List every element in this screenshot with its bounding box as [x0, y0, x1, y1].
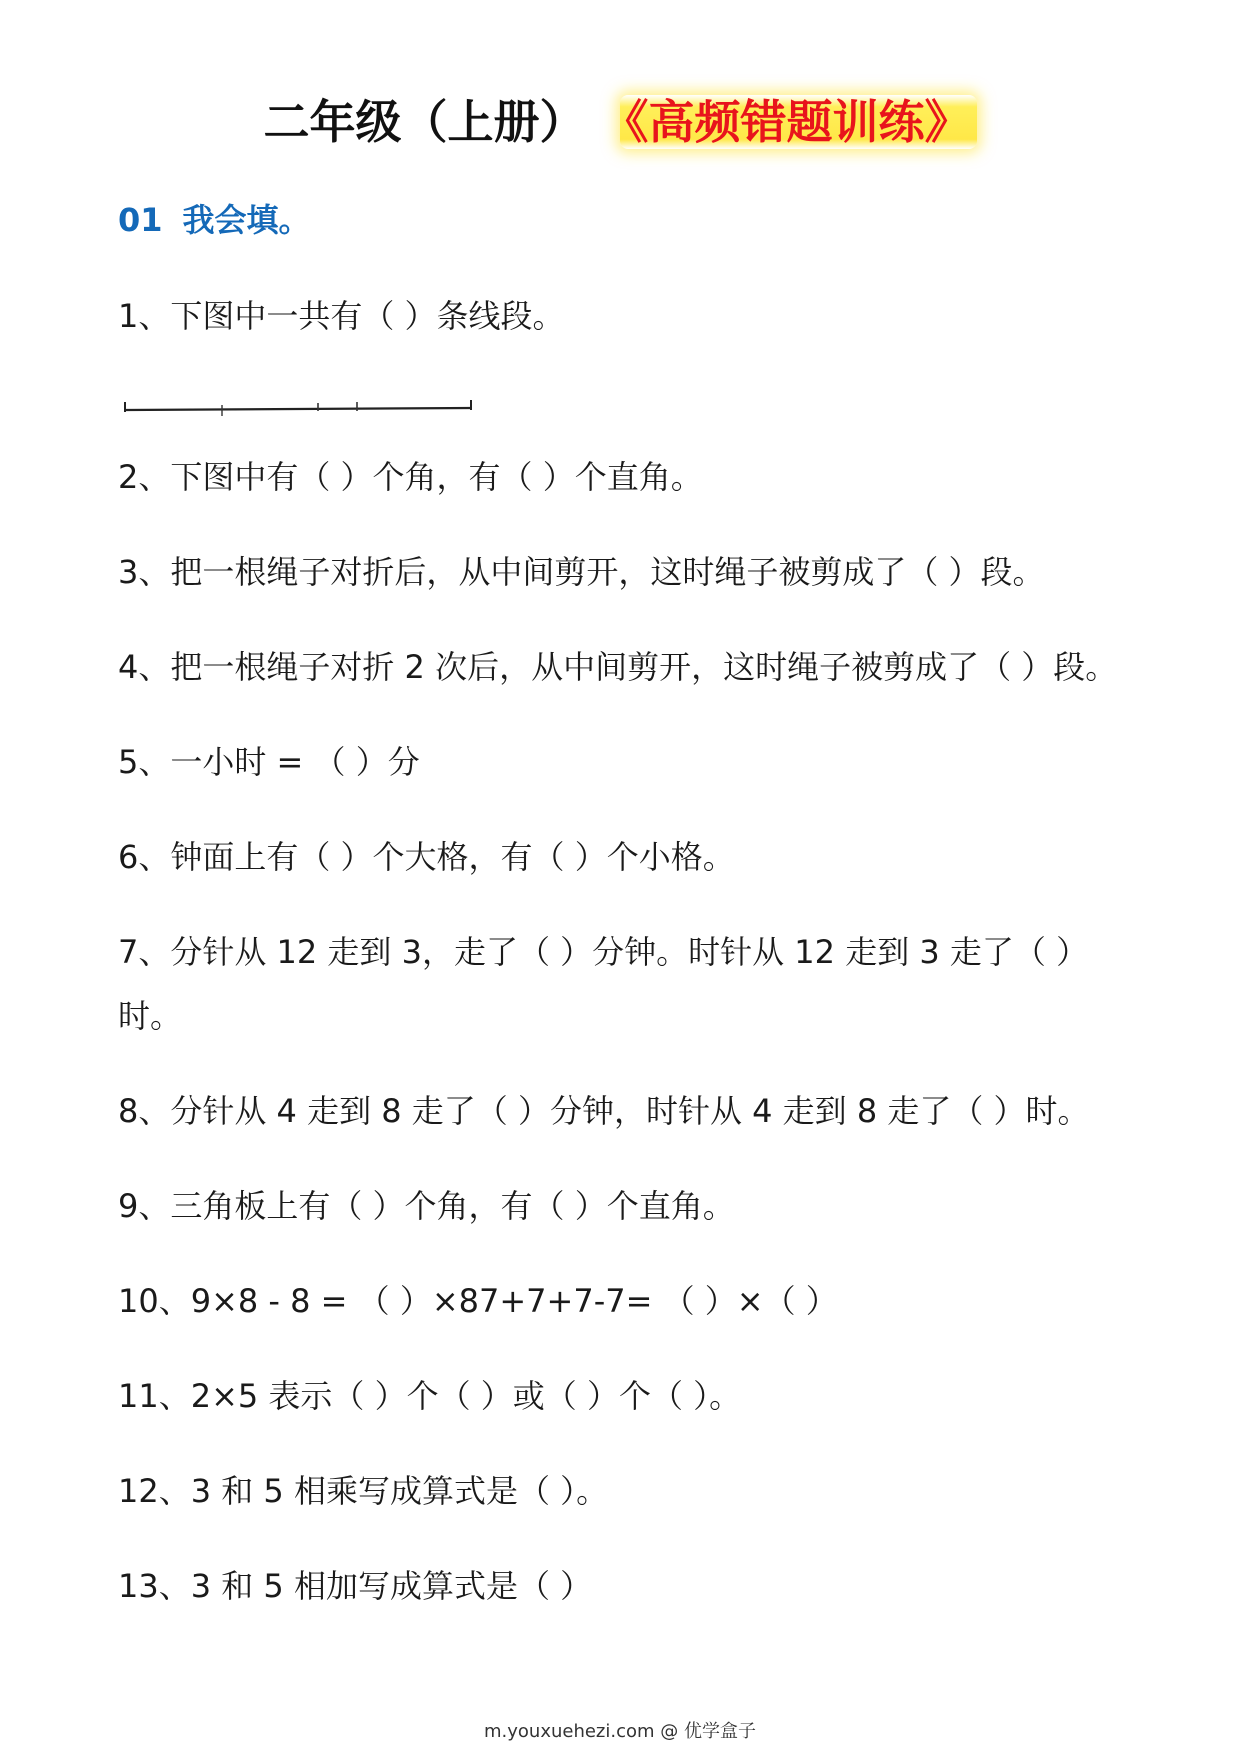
question-5: 5、一小时 = （ ）分 — [118, 743, 420, 781]
section-number: 01 — [118, 201, 163, 239]
question-12: 12、3 和 5 相乘写成算式是（ ）。 — [118, 1472, 609, 1510]
question-2: 2、下图中有（ ）个角，有（ ）个直角。 — [118, 458, 703, 496]
section-heading — [118, 198, 311, 242]
question-4: 4、把一根绳子对折 2 次后，从中间剪开，这时绳子被剪成了（ ）段。 — [118, 648, 1118, 686]
segment-line — [124, 408, 472, 410]
question-11: 11、2×5 表示（ ）个（ ）或（ ）个（ ）。 — [118, 1377, 742, 1415]
page-title — [0, 92, 1240, 152]
question-1: 1、下图中一共有（ ）条线段。 — [118, 297, 565, 335]
footer-watermark: m.youxuehezi.com @ 优学盒子 — [483, 1721, 756, 1742]
question-3: 3、把一根绳子对折后，从中间剪开，这时绳子被剪成了（ ）段。 — [118, 553, 1045, 591]
title-highlight: 《高频错题训练》 — [620, 95, 977, 149]
question-8: 8、分针从 4 走到 8 走了（ ）分钟，时针从 4 走到 8 走了（ ）时。 — [118, 1092, 1090, 1130]
question-6: 6、钟面上有（ ）个大格，有（ ）个小格。 — [118, 838, 735, 876]
section-label: 我会填。 — [182, 201, 311, 239]
question-13: 13、3 和 5 相加写成算式是（ ） — [118, 1567, 593, 1605]
question-7: 7、分针从 12 走到 3，走了（ ）分钟。时针从 12 走到 3 走了（ ）时。 — [118, 933, 1089, 1035]
line-segment-figure — [122, 396, 474, 418]
title-main: 二年级（上册） — [263, 95, 586, 149]
question-9: 9、三角板上有（ ）个角，有（ ）个直角。 — [118, 1187, 735, 1225]
question-10: 10、9×8 - 8 = （ ）×87+7+7-7= （ ）×（ ） — [118, 1282, 838, 1320]
